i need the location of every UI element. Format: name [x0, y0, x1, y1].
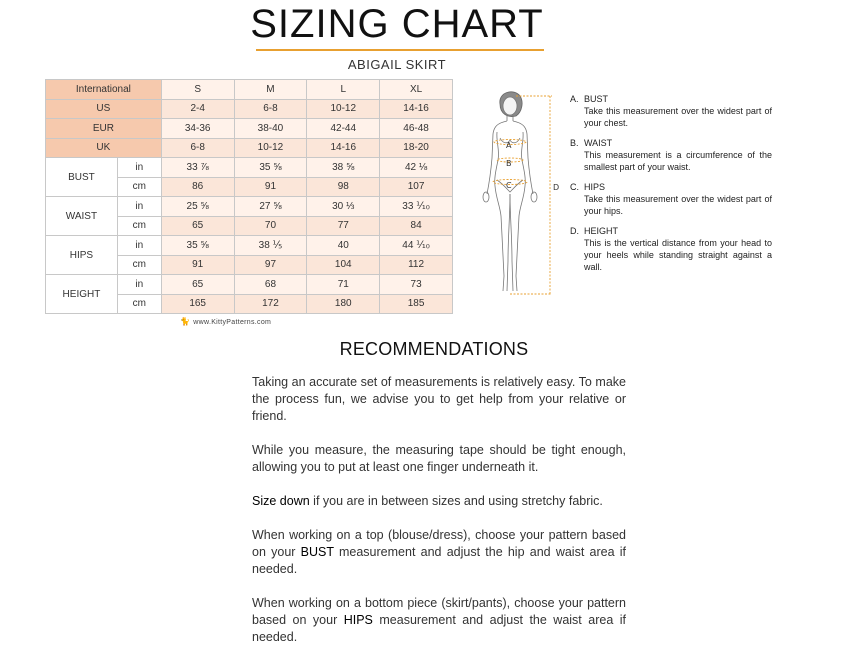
recommendations-heading: RECOMMENDATIONS — [339, 339, 529, 359]
table-cell: 42 ⅛ — [380, 158, 453, 178]
table-header-cell: International — [46, 80, 162, 100]
row-label: UK — [46, 138, 162, 158]
table-cell: 107 — [380, 177, 453, 197]
table-cell: 34-36 — [161, 119, 234, 139]
def-text: Take this measurement over the widest part of your hips. — [584, 194, 772, 216]
table-cell: 33 ⅞ — [161, 158, 234, 178]
table-cell: 25 ⅝ — [161, 197, 234, 217]
title-underline — [256, 49, 544, 51]
unit-label: in — [117, 275, 161, 295]
table-cell: 172 — [234, 294, 307, 314]
table-cell: 65 — [161, 216, 234, 236]
table-cell: 185 — [380, 294, 453, 314]
body-figure-diagram — [470, 86, 570, 301]
table-row — [46, 158, 453, 178]
def-text: This measurement is a circumference of the smallest part of your waist. — [584, 150, 772, 172]
table-cell: 71 — [307, 275, 380, 295]
definition-hips — [570, 181, 772, 217]
website-link[interactable] — [180, 317, 271, 326]
table-cell: 98 — [307, 177, 380, 197]
label-a: A — [506, 141, 512, 150]
unit-label: cm — [117, 255, 161, 275]
table-cell: 10-12 — [307, 99, 380, 119]
table-cell: 77 — [307, 216, 380, 236]
table-row — [46, 99, 453, 119]
recommendation-paragraph — [252, 595, 626, 646]
table-row — [46, 236, 453, 256]
table-row — [46, 197, 453, 217]
table-cell: 18-20 — [380, 138, 453, 158]
unit-label: in — [117, 236, 161, 256]
recommendation-paragraph — [252, 527, 626, 578]
table-cell: 165 — [161, 294, 234, 314]
unit-label: cm — [117, 216, 161, 236]
table-cell: 35 ⅝ — [234, 158, 307, 178]
measure-label: HIPS — [46, 236, 118, 275]
table-row — [46, 119, 453, 139]
measure-label: BUST — [46, 158, 118, 197]
cat-logo-icon: 🐈 — [180, 317, 191, 326]
row-label: US — [46, 99, 162, 119]
definition-height — [570, 225, 772, 273]
table-cell: 27 ⅝ — [234, 197, 307, 217]
table-cell: 84 — [380, 216, 453, 236]
paragraph-text: measurement and adjust the waist area if needed. — [252, 613, 626, 644]
table-header-cell: S — [161, 80, 234, 100]
label-c: C — [506, 181, 512, 190]
label-d: D — [553, 183, 560, 192]
table-cell: 38 ⅕ — [234, 236, 307, 256]
table-header-row — [46, 80, 453, 100]
unit-label: in — [117, 158, 161, 178]
def-letter: A. — [570, 94, 579, 104]
table-row — [46, 275, 453, 295]
table-cell: 14-16 — [380, 99, 453, 119]
table-cell: 73 — [380, 275, 453, 295]
table-header-cell: M — [234, 80, 307, 100]
table-cell: 6-8 — [234, 99, 307, 119]
paragraph-text: When working on a bottom piece (skirt/pants), choose your pattern based on your — [252, 596, 626, 627]
def-name: HIPS — [584, 182, 606, 192]
recommendations-body — [252, 374, 626, 663]
recommendation-paragraph — [252, 493, 626, 510]
recommendation-paragraph: Taking an accurate set of measurements is relatively easy. To make the process fun, we advise you to get help from your relative or friend. — [252, 375, 626, 423]
def-text: This is the vertical distance from your head to your heels while standing straight against a wall. — [584, 238, 772, 272]
paragraph-text: measurement and adjust the hip and waist area if needed. — [252, 545, 626, 576]
def-name: BUST — [584, 94, 609, 104]
paragraph-text: if you are in between sizes and using stretchy fabric. — [309, 494, 603, 508]
table-cell: 104 — [307, 255, 380, 275]
def-letter: D. — [570, 226, 579, 236]
table-cell: 40 — [307, 236, 380, 256]
row-label: EUR — [46, 119, 162, 139]
emphasis: BUST — [300, 545, 334, 559]
table-cell: 14-16 — [307, 138, 380, 158]
table-cell: 42-44 — [307, 119, 380, 139]
table-cell: 65 — [161, 275, 234, 295]
def-letter: C. — [570, 182, 579, 192]
table-cell: 6-8 — [161, 138, 234, 158]
unit-label: in — [117, 197, 161, 217]
emphasis: HIPS — [343, 613, 373, 627]
unit-label: cm — [117, 177, 161, 197]
def-text: Take this measurement over the widest part of your chest. — [584, 106, 772, 128]
sizing-table — [45, 79, 453, 314]
measure-label: HEIGHT — [46, 275, 118, 314]
table-cell: 70 — [234, 216, 307, 236]
page-title: SIZING CHART — [250, 2, 544, 46]
recommendation-paragraph: While you measure, the measuring tape should be tight enough, allowing you to put at least one finger underneath it. — [252, 443, 626, 474]
table-cell: 46-48 — [380, 119, 453, 139]
table-cell: 112 — [380, 255, 453, 275]
table-cell: 44 ⅒ — [380, 236, 453, 256]
table-cell: 33 ⅒ — [380, 197, 453, 217]
measure-label: WAIST — [46, 197, 118, 236]
table-cell: 86 — [161, 177, 234, 197]
def-name: HEIGHT — [584, 226, 619, 236]
emphasis: Size down — [252, 494, 310, 508]
page-subtitle: ABIGAIL SKIRT — [347, 57, 447, 72]
table-cell: 38 ⅝ — [307, 158, 380, 178]
table-header-cell: XL — [380, 80, 453, 100]
table-cell: 2-4 — [161, 99, 234, 119]
table-cell: 38-40 — [234, 119, 307, 139]
table-cell: 68 — [234, 275, 307, 295]
table-cell: 97 — [234, 255, 307, 275]
def-letter: B. — [570, 138, 579, 148]
label-b: B — [506, 159, 512, 168]
table-cell: 91 — [234, 177, 307, 197]
def-name: WAIST — [584, 138, 613, 148]
table-cell: 91 — [161, 255, 234, 275]
unit-label: cm — [117, 294, 161, 314]
table-cell: 35 ⅝ — [161, 236, 234, 256]
table-cell: 180 — [307, 294, 380, 314]
definition-waist — [570, 137, 772, 173]
measurement-definitions — [570, 93, 772, 281]
table-header-cell: L — [307, 80, 380, 100]
definition-bust — [570, 93, 772, 129]
paragraph-text: When working on a top (blouse/dress), choose your pattern based on your — [252, 528, 626, 559]
table-row — [46, 138, 453, 158]
table-cell: 30 ⅓ — [307, 197, 380, 217]
table-cell: 10-12 — [234, 138, 307, 158]
website-text: www.KittyPatterns.com — [193, 319, 272, 326]
